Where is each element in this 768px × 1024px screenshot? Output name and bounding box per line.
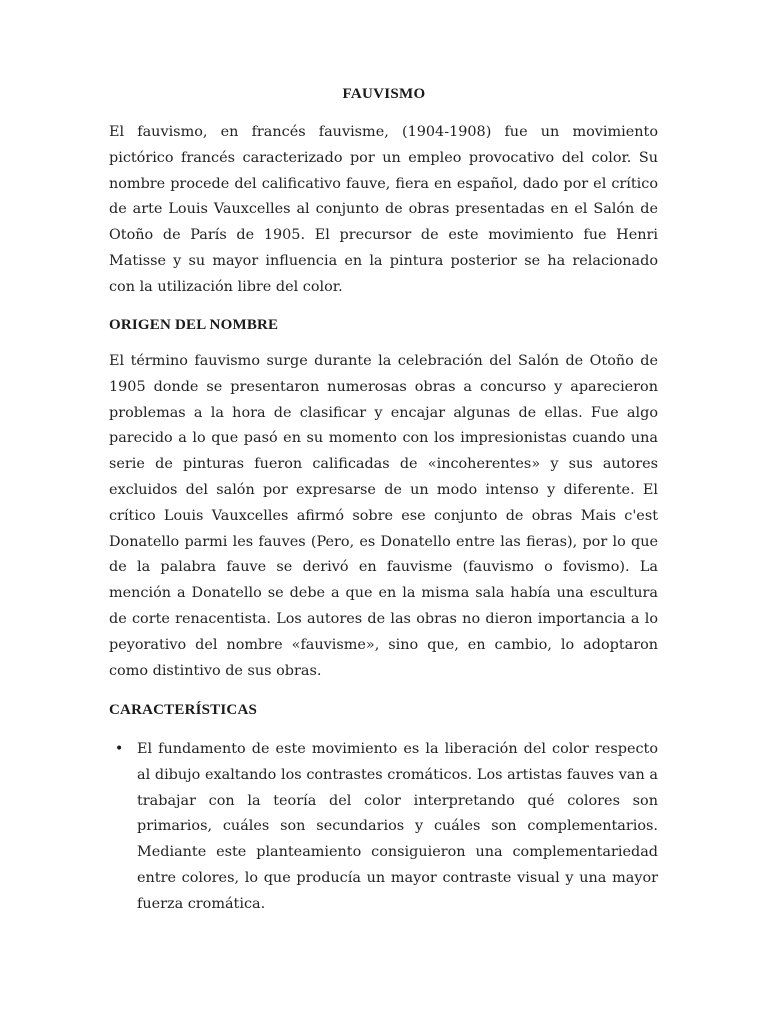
section-heading-origen: ORIGEN DEL NOMBRE bbox=[109, 317, 279, 333]
list-item-text: El fundamento de este movimiento es la liberación del color respecto al dibujo exaltando los contrastes cromáticos. Los artistas fauves van a trabajar con la teoría del color interpretando qué colores son primarios, cuáles son secundarios y cuáles son complementarios. Mediante este planteamiento consiguieron una complementariedad entre colores, lo que producía un mayor contraste visual y una mayor fuerza cromática. bbox=[137, 741, 658, 912]
list-item bbox=[109, 737, 658, 918]
bullet-icon: • bbox=[115, 741, 124, 757]
section-heading-caracteristicas: CARACTERÍSTICAS bbox=[109, 702, 258, 718]
document-title: FAUVISMO bbox=[342, 86, 426, 102]
origen-paragraph: El término fauvismo surge durante la celebración del Salón de Otoño de 1905 donde se presentaron numerosas obras a concurso y aparecieron problemas a la hora de clasificar y encajar algunas de ellas. Fue algo parecido a lo que pasó en su momento con los impresionistas cuando una serie de pinturas fueron calificadas de «incoherentes» y sus autores excluidos del salón por expresarse de un modo intenso y diferente. El crítico Louis Vauxcelles afirmó sobre ese conjunto de obras Mais c'est Donatello parmi les fauves (Pero, es Donatello entre las fieras), por lo que de la palabra fauve se derivó en fauvisme (fauvismo o fovismo). La mención a Donatello se debe a que en la misma sala había una escultura de corte renacentista. Los autores de las obras no dieron importancia a lo peyorativo del nombre «fauvisme», sino que, en cambio, lo adoptaron como distintivo de sus obras. bbox=[109, 353, 658, 679]
caracteristicas-list bbox=[109, 737, 658, 918]
intro-paragraph: El fauvismo, en francés fauvisme, (1904-1908) fue un movimiento pictórico francés caracterizado por un empleo provocativo del color. Su nombre procede del calificativo fauve, fiera en español, dado por el crítico de arte Louis Vauxcelles al conjunto de obras presentadas en el Salón de Otoño de París de 1905. El precursor de este movimiento fue Henri Matisse y su mayor influencia en la pintura posterior se ha relacionado con la utilización libre del color. bbox=[109, 124, 658, 295]
